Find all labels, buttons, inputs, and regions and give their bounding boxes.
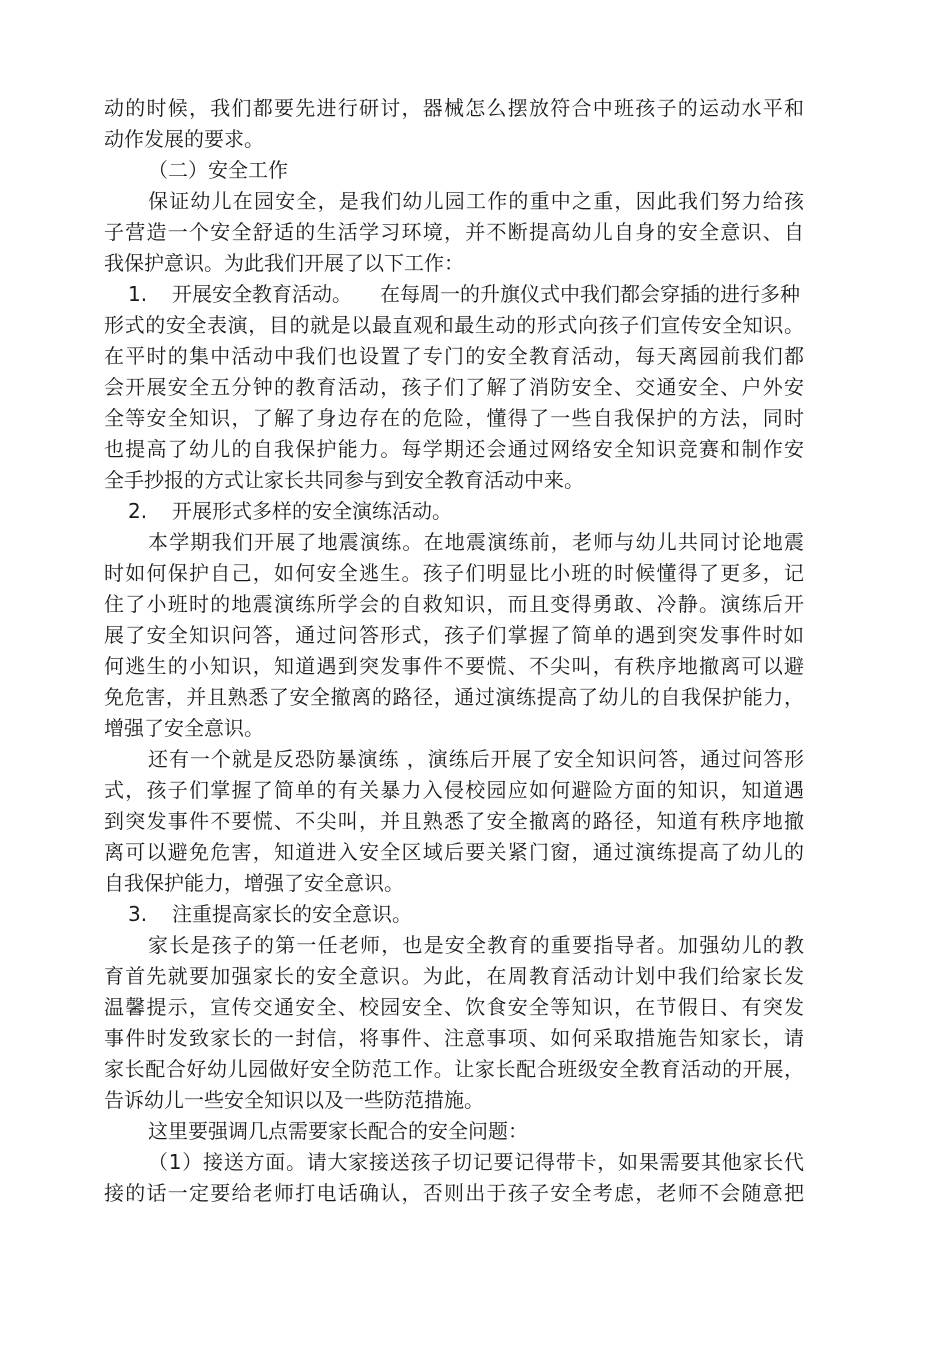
item-title: 注重提高家长的安全意识。 xyxy=(172,902,412,926)
item-text: 在每周一的升旗仪式中我们都会穿插的进行多种 xyxy=(380,282,800,306)
paragraph-line: 我保护意识。为此我们开展了以下工作： xyxy=(104,251,464,275)
paragraph-line: 温馨提示，宣传交通安全、校园安全、饮食安全等知识，在节假日、有突发 xyxy=(104,995,804,1019)
item-title: 开展安全教育活动。 xyxy=(172,282,352,306)
numbered-item xyxy=(128,496,804,526)
numbered-item xyxy=(128,899,804,929)
paragraph-line: 离可以避免危害，知道进入安全区域后要关紧门窗，通过演练提高了幼儿的 xyxy=(104,840,804,864)
numbered-item xyxy=(128,279,804,309)
paragraph-line: 到突发事件不要慌、不尖叫，并且熟悉了安全撤离的路径，知道有秩序地撤 xyxy=(104,809,804,833)
paragraph-line: 子营造一个安全舒适的生活学习环境，并不断提高幼儿自身的安全意识、自 xyxy=(104,220,804,244)
paragraph-line: 何逃生的小知识，知道遇到突发事件不要慌、不尖叫，有秩序地撤离可以避 xyxy=(104,654,804,678)
paragraph-line: 自我保护能力，增强了安全意识。 xyxy=(104,871,404,895)
paragraph-line: 增强了安全意识。 xyxy=(104,716,264,740)
paragraph-line: 告诉幼儿一些安全知识以及一些防范措施。 xyxy=(104,1088,484,1112)
paragraph-line: 还有一个就是反恐防暴演练 ，演练后开展了安全知识问答，通过问答形 xyxy=(148,747,804,771)
paragraph-line: 动的时候，我们都要先进行研讨，器械怎么摆放符合中班孩子的运动水平和 xyxy=(104,96,804,120)
paragraph-line: 事件时发致家长的一封信，将事件、注意事项、如何采取措施告知家长，请 xyxy=(104,1026,804,1050)
paragraph-line: 时如何保护自己，如何安全逃生。孩子们明显比小班的时候懂得了更多，记 xyxy=(104,561,804,585)
paragraph-line: （1）接送方面。请大家接送孩子切记要记得带卡，如果需要其他家长代 xyxy=(148,1150,804,1174)
item-number: 3. xyxy=(128,902,148,926)
paragraph-line: 家长是孩子的第一任老师，也是安全教育的重要指导者。加强幼儿的教 xyxy=(148,933,804,957)
paragraph-line: 住了小班时的地震演练所学会的自救知识，而且变得勇敢、冷静。演练后开 xyxy=(104,592,804,616)
item-number: 2. xyxy=(128,499,148,523)
paragraph-line: 家长配合好幼儿园做好安全防范工作。让家长配合班级安全教育活动的开展， xyxy=(104,1057,804,1081)
paragraph-line: 也提高了幼儿的自我保护能力。每学期还会通过网络安全知识竞赛和制作安 xyxy=(104,437,804,461)
item-number: 1. xyxy=(128,282,148,306)
item-title: 开展形式多样的安全演练活动。 xyxy=(172,499,452,523)
paragraph-line: 本学期我们开展了地震演练。在地震演练前，老师与幼儿共同讨论地震 xyxy=(148,530,804,554)
paragraph-line: 形式的安全表演，目的就是以最直观和最生动的形式向孩子们宣传安全知识。 xyxy=(104,313,804,337)
section-heading: （二）安全工作 xyxy=(148,158,288,182)
paragraph-line: 保证幼儿在园安全，是我们幼儿园工作的重中之重，因此我们努力给孩 xyxy=(148,189,804,213)
paragraph-line: 育首先就要加强家长的安全意识。为此，在周教育活动计划中我们给家长发 xyxy=(104,964,804,988)
paragraph-line: 在平时的集中活动中我们也设置了专门的安全教育活动，每天离园前我们都 xyxy=(104,344,804,368)
paragraph-line: 动作发展的要求。 xyxy=(104,127,264,151)
paragraph-line: 展了安全知识问答，通过问答形式，孩子们掌握了简单的遇到突发事件时如 xyxy=(104,623,804,647)
paragraph-line: 全等安全知识，了解了身边存在的危险，懂得了一些自我保护的方法，同时 xyxy=(104,406,804,430)
paragraph-line: 全手抄报的方式让家长共同参与到安全教育活动中来。 xyxy=(104,468,584,492)
paragraph-line: 这里要强调几点需要家长配合的安全问题： xyxy=(148,1119,528,1143)
paragraph-line: 式，孩子们掌握了简单的有关暴力入侵校园应如何避险方面的知识，知道遇 xyxy=(104,778,804,802)
paragraph-line: 会开展安全五分钟的教育活动，孩子们了解了消防安全、交通安全、户外安 xyxy=(104,375,804,399)
paragraph-line: 免危害，并且熟悉了安全撤离的路径，通过演练提高了幼儿的自我保护能力， xyxy=(104,685,804,709)
paragraph-line: 接的话一定要给老师打电话确认，否则出于孩子安全考虑，老师不会随意把 xyxy=(104,1181,804,1205)
